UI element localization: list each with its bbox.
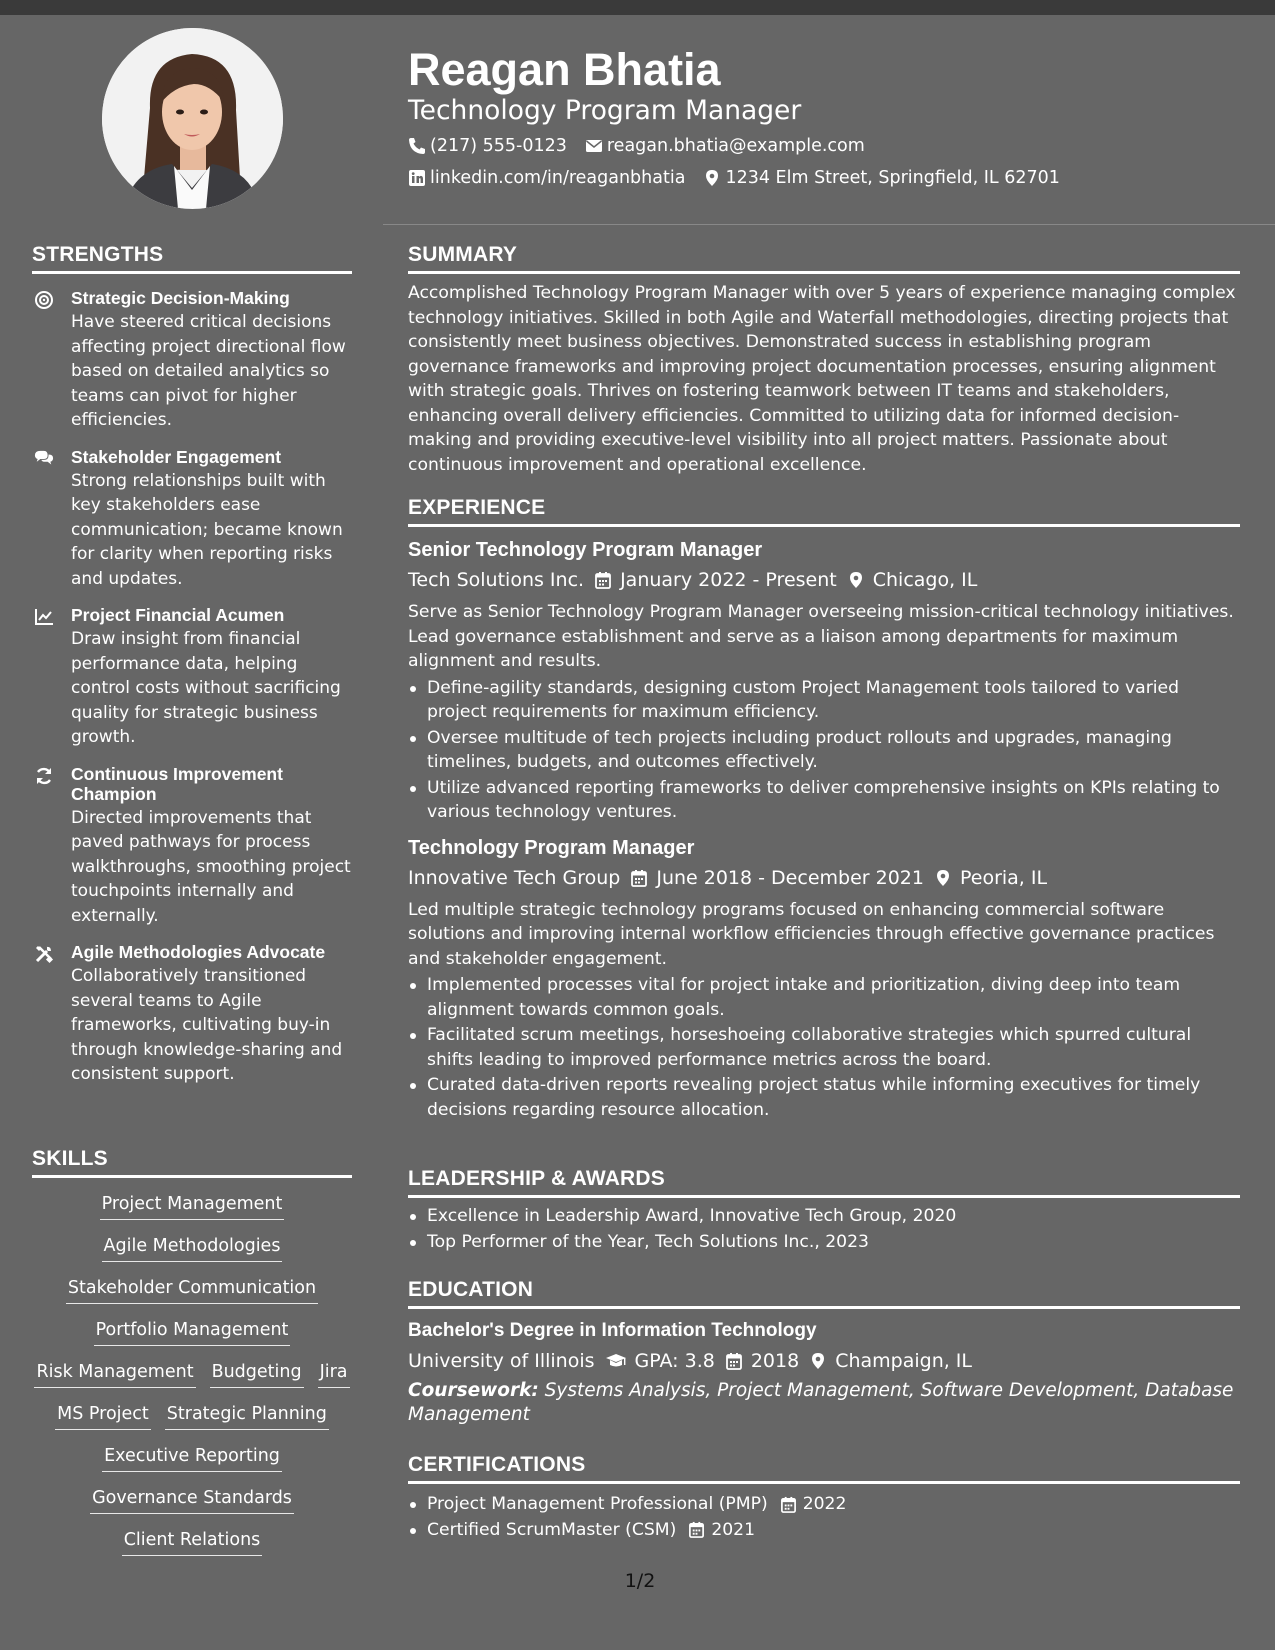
- strength-item: [32, 288, 352, 433]
- strength-title: Project Financial Acumen: [71, 605, 285, 625]
- strength-desc: Directed improvements that paved pathways for process walkthroughs, smoothing project touchpoints internally and externally.: [71, 807, 351, 926]
- tools-icon: [34, 944, 54, 964]
- strength-item: [32, 942, 352, 1087]
- strength-desc: Collaboratively transitioned several teams to Agile frameworks, cultivating buy-in through knowledge-sharing and consistent support.: [71, 966, 343, 1084]
- section-title-certifications: CERTIFICATIONS: [408, 1453, 1240, 1484]
- contact-phone: [408, 135, 567, 157]
- job-company: Tech Solutions Inc.: [408, 569, 585, 591]
- job-location: [934, 865, 1047, 891]
- strength-desc: Have steered critical decisions affecting project directional flow based on detailed analytics so teams can pivot for higher efficiencies.: [71, 312, 346, 430]
- section-title-skills: SKILLS: [32, 1147, 352, 1178]
- coursework: [408, 1379, 1240, 1427]
- map-marker-icon: [934, 869, 952, 887]
- school-location: [809, 1348, 972, 1374]
- certifications-section: [408, 1453, 1240, 1543]
- job-description: Serve as Senior Technology Program Manager overseeing mission-critical technology initiatives. Lead governance establishment and serve as a liaison among departments for maximum alignment and results.: [408, 602, 1234, 671]
- strength-desc: Draw insight from financial performance data, helping control costs without sacrificing quality for strategic business growth.: [71, 629, 341, 747]
- contact-address: [703, 167, 1059, 189]
- skill-tag: Strategic Planning: [165, 1403, 329, 1430]
- award-item: Top Performer of the Year, Tech Solutions Inc., 2023: [408, 1230, 1240, 1255]
- skill-tag: Project Management: [100, 1193, 285, 1220]
- job-location: [847, 567, 978, 593]
- skill-tag: Executive Reporting: [102, 1445, 282, 1472]
- skill-tag: Client Relations: [122, 1529, 263, 1556]
- section-title-strengths: STRENGTHS: [32, 243, 352, 274]
- calendar-icon: [725, 1352, 743, 1370]
- strengths-section: [32, 243, 352, 1087]
- line-chart-icon: [34, 607, 54, 627]
- degree-title: Bachelor's Degree in Information Technology: [408, 1320, 817, 1341]
- job-bullet: Utilize advanced reporting frameworks to deliver comprehensive insights on KPIs relating to various technology ventures.: [408, 776, 1240, 825]
- map-marker-icon: [847, 571, 865, 589]
- calendar-icon: [688, 1521, 705, 1538]
- strength-title: Strategic Decision-Making: [71, 288, 290, 308]
- skill-tag: Jira: [318, 1361, 350, 1388]
- cert-name: Certified ScrumMaster (CSM): [427, 1519, 677, 1540]
- job-description: Led multiple strategic technology programs focused on enhancing commercial software solutions and improving internal workflow efficiencies through effective governance practices and stakeholder engagement.: [408, 899, 1215, 969]
- email-text[interactable]: reagan.bhatia@example.com: [606, 136, 865, 156]
- experience-section: [408, 496, 1240, 1123]
- skills-section: [32, 1147, 352, 1556]
- job-role: Technology Program Manager: [408, 836, 695, 859]
- skill-tag: Risk Management: [34, 1361, 195, 1388]
- address-text: 1234 Elm Street, Springfield, IL 62701: [725, 168, 1060, 188]
- job-bullet: Implemented processes vital for project intake and prioritization, diving deep into team alignment towards common goals.: [408, 973, 1240, 1022]
- skill-tag: MS Project: [55, 1403, 151, 1430]
- job-bullet: Curated data-driven reports revealing project status while informing executives for timely decisions regarding resource allocation.: [408, 1073, 1240, 1122]
- contact-row: [408, 167, 1060, 189]
- cert-year: 2021: [711, 1519, 756, 1540]
- job-entry: [408, 537, 1240, 825]
- map-marker-icon: [809, 1352, 827, 1370]
- strength-title: Stakeholder Engagement: [71, 446, 282, 467]
- calendar-icon: [594, 571, 612, 589]
- skill-tag: Governance Standards: [90, 1487, 294, 1514]
- contact-email[interactable]: [585, 135, 865, 157]
- award-list: [408, 1204, 1240, 1254]
- strength-desc: Strong relationships built with key stakeholders ease communication; became known for clarity when reporting risks and updates.: [71, 470, 343, 589]
- header-divider: [383, 224, 1275, 225]
- strength-item: [32, 764, 352, 929]
- job-dates-text: June 2018 - December 2021: [656, 866, 924, 889]
- strength-title: Agile Methodologies Advocate: [71, 942, 326, 962]
- gpa: [605, 1348, 715, 1374]
- graduation-cap-icon: [605, 1352, 627, 1370]
- phone-text: (217) 555-0123: [430, 136, 567, 156]
- education-meta: [408, 1348, 1240, 1374]
- job-role: Senior Technology Program Manager: [408, 539, 763, 561]
- cert-year: 2022: [802, 1494, 847, 1514]
- calendar-icon: [780, 1496, 797, 1513]
- leadership-section: [408, 1167, 1240, 1255]
- linkedin-text[interactable]: linkedin.com/in/reaganbhatia: [430, 168, 686, 188]
- strength-item: [32, 447, 352, 592]
- job-dates: [594, 567, 837, 593]
- profile-photo: [102, 28, 283, 209]
- refresh-icon: [34, 766, 54, 786]
- cert-name: Project Management Professional (PMP): [427, 1494, 768, 1514]
- school-name: University of Illinois: [408, 1350, 595, 1372]
- target-icon: [34, 290, 54, 310]
- job-dates: [630, 865, 924, 891]
- job-company: Innovative Tech Group: [408, 866, 621, 889]
- map-marker-icon: [703, 169, 721, 187]
- envelope-icon: [585, 137, 603, 155]
- cert-item: [408, 1492, 1240, 1517]
- top-bar: [0, 0, 1275, 15]
- candidate-title: Technology Program Manager: [408, 95, 802, 126]
- job-meta: [408, 865, 1240, 891]
- cert-list: [408, 1492, 1240, 1542]
- section-title-summary: SUMMARY: [408, 243, 1240, 274]
- phone-icon: [408, 137, 426, 155]
- calendar-icon: [630, 869, 648, 887]
- skill-tag: Budgeting: [210, 1361, 304, 1388]
- job-bullet: Define-agility standards, designing custom Project Management tools tailored to varied project requirements for maximum efficiency.: [408, 676, 1240, 725]
- section-title-experience: EXPERIENCE: [408, 496, 1240, 527]
- page-number: 1/2: [624, 1570, 656, 1592]
- contact-linkedin[interactable]: [408, 167, 685, 189]
- award-item: Excellence in Leadership Award, Innovative Tech Group, 2020: [408, 1204, 1240, 1229]
- comments-icon: [34, 449, 54, 469]
- section-title-leadership: LEADERSHIP & AWARDS: [408, 1167, 1240, 1198]
- job-bullets: [408, 973, 1240, 1122]
- job-meta: [408, 567, 1240, 593]
- summary-text: Accomplished Technology Program Manager with over 5 years of experience managing complex technology initiatives. Skilled in both Agile and Waterfall methodologies, directing projects that consistently meet business objectives. Demonstrated success in establishing program governance frameworks and improving project documentation processes, ensuring alignment with strategic goals. Thrives on fostering teamwork between IT teams and stakeholders, enhancing overall delivery efficiencies. Committed to utilizing data for informed decision-making and providing executive-level visibility into all project matters. Passionate about continuous improvement and operational excellence.: [408, 283, 1236, 475]
- strength-item: [32, 605, 352, 750]
- linkedin-icon: [408, 169, 426, 187]
- job-dates-text: January 2022 - Present: [620, 569, 837, 591]
- job-bullet: Facilitated scrum meetings, horseshoeing collaborative strategies which spurred cultural shifts leading to improved performance metrics across the board.: [408, 1023, 1240, 1072]
- skill-tag: Agile Methodologies: [102, 1235, 283, 1262]
- job-location-text: Chicago, IL: [872, 569, 978, 591]
- grad-year-text: 2018: [750, 1350, 800, 1372]
- job-bullets: [408, 676, 1240, 825]
- skill-tag: Portfolio Management: [94, 1319, 291, 1346]
- cert-item: [408, 1518, 1240, 1543]
- skill-tag: Stakeholder Communication: [66, 1277, 318, 1304]
- job-location-text: Peoria, IL: [959, 866, 1048, 889]
- candidate-name: Reagan Bhatia: [408, 44, 721, 95]
- contact-row: [408, 135, 865, 157]
- strength-title: Continuous Improvement Champion: [71, 763, 283, 804]
- education-section: [408, 1278, 1240, 1427]
- summary-section: [408, 243, 1240, 477]
- school-location-text: Champaign, IL: [835, 1350, 973, 1372]
- coursework-label: Coursework:: [408, 1380, 539, 1401]
- grad-year: [725, 1348, 799, 1374]
- section-title-education: EDUCATION: [408, 1278, 1240, 1309]
- job-entry: [408, 835, 1240, 1123]
- coursework-text: Systems Analysis, Project Management, Software Development, Database Management: [408, 1380, 1234, 1425]
- job-bullet: Oversee multitude of tech projects including product rollouts and upgrades, managing timelines, budgets, and outcomes effectively.: [408, 726, 1240, 775]
- gpa-text: GPA: 3.8: [634, 1350, 715, 1372]
